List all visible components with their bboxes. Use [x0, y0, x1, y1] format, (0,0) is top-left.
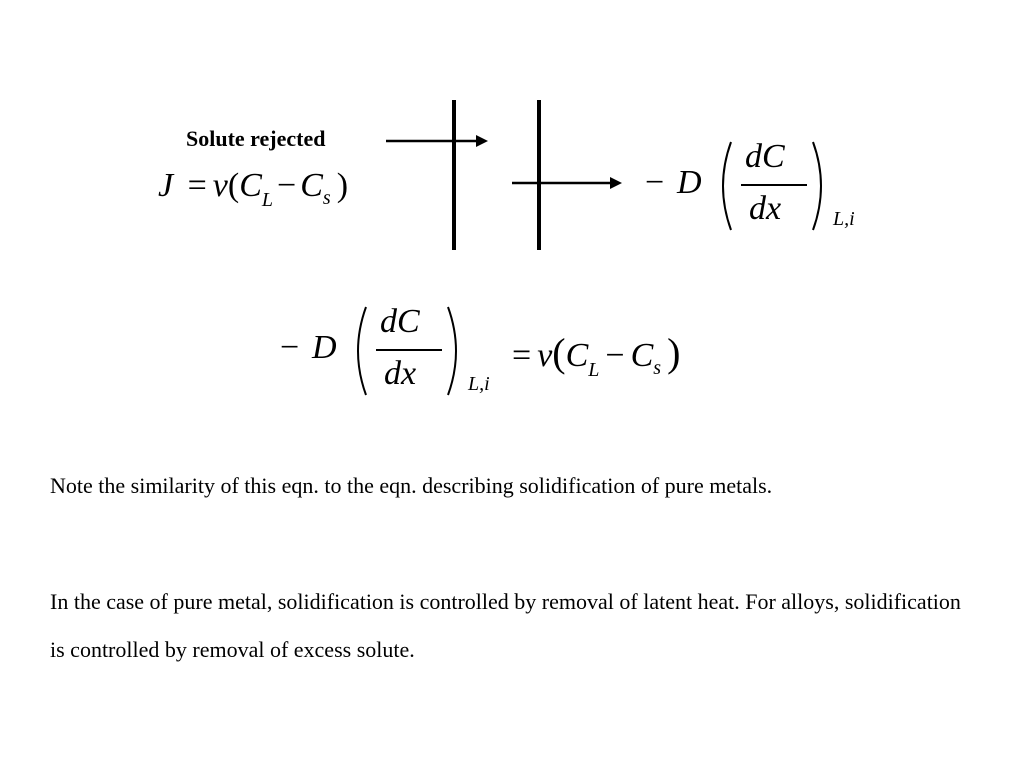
explanation-paragraph: In the case of pure metal, solidification is controlled by removal of latent heat. For alloys, solidification is controlled by removal of excess solute. [50, 589, 961, 662]
close-paren: ) [336, 167, 349, 204]
minus-sign: − [280, 329, 300, 366]
minus-sign: − [605, 337, 625, 374]
derivative-numerator: dC [380, 303, 420, 340]
diffusivity-symbol: D [677, 164, 702, 201]
equals-sign: = [187, 167, 207, 204]
derivative-denominator: dx [749, 190, 782, 227]
flux-symbol: J [158, 167, 174, 204]
concentration-liquid: C [239, 167, 262, 204]
subscript-L: L [261, 189, 274, 211]
left-big-paren [348, 305, 368, 397]
concentration-solid: C [300, 167, 323, 204]
right-big-paren [446, 305, 466, 397]
note-paragraph: Note the similarity of this eqn. to the eqn. describing solidification of pure metals. [50, 473, 773, 498]
velocity-symbol: v [212, 167, 228, 204]
minus-sign: − [277, 167, 297, 204]
solute-rejected-label: Solute rejected [186, 126, 326, 151]
fraction-bar [741, 184, 807, 186]
subscript-s: s [653, 357, 662, 379]
interface-subscript: L,i [468, 373, 490, 395]
open-paren: ( [552, 330, 566, 375]
left-big-paren [713, 140, 733, 232]
minus-sign: − [645, 164, 665, 201]
subscript-L: L [588, 359, 600, 381]
concentration-solid: C [630, 337, 654, 374]
solute-arrow-head [476, 135, 488, 147]
interface-subscript: L,i [833, 208, 855, 230]
concentration-liquid: C [565, 337, 589, 374]
flux-balance-equation [280, 303, 760, 403]
equals-sign: = [512, 337, 532, 374]
derivative-denominator: dx [384, 355, 417, 392]
open-paren: ( [227, 167, 240, 204]
diffusion-arrow-head [610, 177, 622, 189]
diffusivity-symbol: D [312, 329, 337, 366]
rhs-expression [512, 329, 681, 381]
subscript-s: s [322, 187, 331, 209]
derivative-numerator: dC [745, 138, 785, 175]
diffusion-flux-expression [645, 138, 885, 238]
flux-equation [158, 167, 349, 211]
velocity-symbol: v [537, 337, 553, 374]
close-paren: ) [667, 330, 681, 375]
fraction-bar [376, 349, 442, 351]
right-big-paren [811, 140, 831, 232]
